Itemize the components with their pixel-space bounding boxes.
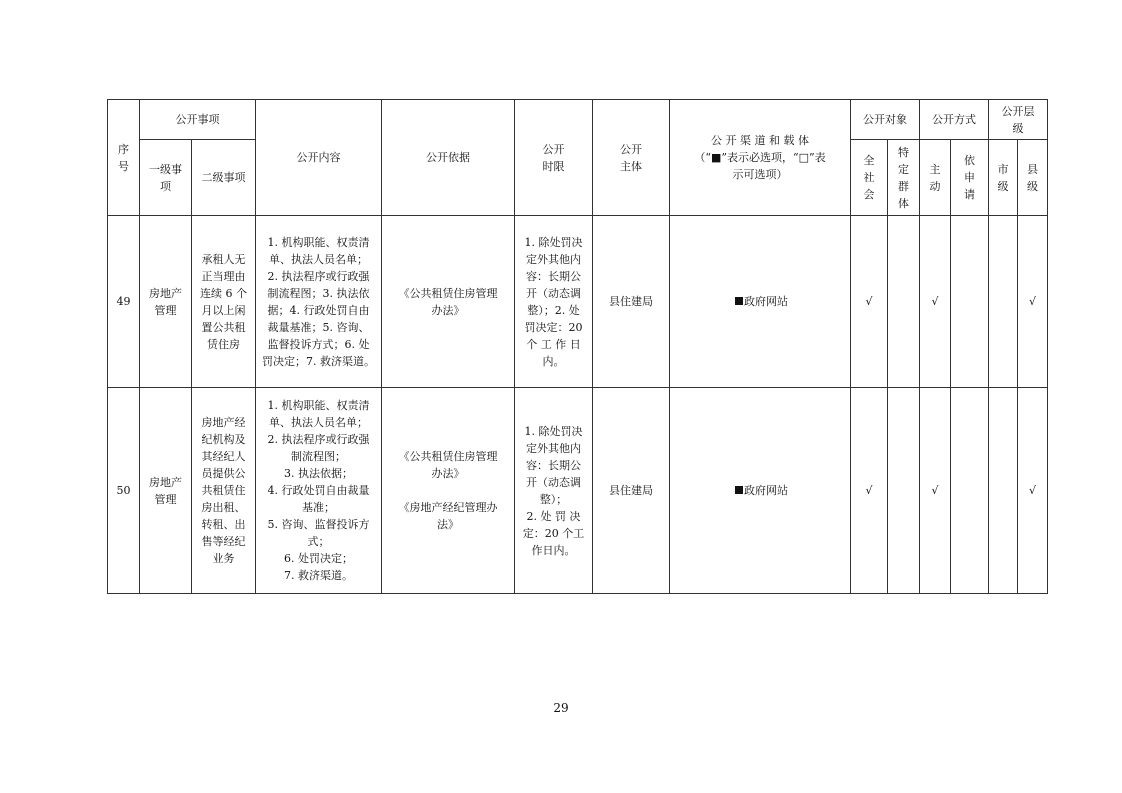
row-mode-active: √ bbox=[920, 388, 951, 594]
row-target-all: √ bbox=[851, 216, 888, 388]
row-number: 50 bbox=[108, 388, 140, 594]
header-tier-county: 县 级 bbox=[1018, 140, 1048, 216]
row-channel bbox=[670, 216, 851, 388]
filled-square-icon bbox=[735, 486, 743, 494]
row-mode-active: √ bbox=[920, 216, 951, 388]
row-channel bbox=[670, 388, 851, 594]
row-level1: 房地产 管理 bbox=[140, 216, 192, 388]
header-target-specific: 特 定 群 体 bbox=[888, 140, 920, 216]
page-number: 29 bbox=[553, 701, 569, 715]
row-tier-city bbox=[989, 388, 1018, 594]
header-mode-request: 依 申 请 bbox=[951, 140, 989, 216]
row-number: 49 bbox=[108, 216, 140, 388]
header-level1: 一级事 项 bbox=[140, 140, 192, 216]
table-row bbox=[108, 216, 1048, 388]
row-level2: 承租人无 正当理由 连续 6 个 月以上闲 置公共租 赁住房 bbox=[192, 216, 256, 388]
row-basis: 《公共租赁住房管理 办法》 bbox=[382, 216, 515, 388]
row-mode-request bbox=[951, 216, 989, 388]
header-subject: 公开 主体 bbox=[593, 100, 670, 216]
header-level2: 二级事项 bbox=[192, 140, 256, 216]
row-level2: 房地产经 纪机构及 其经纪人 员提供公 共租赁住 房出租、 转租、出 售等经纪 业务 bbox=[192, 388, 256, 594]
row-time-limit: 1. 除处罚决 定外其他内 容：长期公 开（动态调 整）；2. 处 罚决定：20 个 工 作 日 内。 bbox=[515, 216, 593, 388]
header-mode-active: 主 动 bbox=[920, 140, 951, 216]
row-content: 1. 机构职能、权责清 单、执法人员名单； 2. 执法程序或行政强 制流程图；3. 执法依 据；4. 行政处罚自由 裁量基准；5. 咨询、 监督投诉方式；6. 处 罚决定；7. 救济渠道。 bbox=[256, 216, 382, 388]
table-row bbox=[108, 388, 1048, 594]
row-tier-city bbox=[989, 216, 1018, 388]
header-time-limit: 公开 时限 bbox=[515, 100, 593, 216]
row-level1: 房地产 管理 bbox=[140, 388, 192, 594]
row-content: 1. 机构职能、权责清 单、执法人员名单； 2. 执法程序或行政强 制流程图； 3. 执法依据； 4. 行政处罚自由裁量 基准； 5. 咨询、监督投诉方 式； 6. 处罚决定； 7. 救济渠道。 bbox=[256, 388, 382, 594]
header-matter: 公开事项 bbox=[140, 100, 256, 140]
row-tier-county: √ bbox=[1018, 216, 1048, 388]
row-channel-label: 政府网站 bbox=[744, 295, 788, 308]
row-basis: 《公共租赁住房管理 办法》 《房地产经纪管理办 法》 bbox=[382, 388, 515, 594]
row-subject: 县住建局 bbox=[593, 216, 670, 388]
header-target-all: 全 社 会 bbox=[851, 140, 888, 216]
header-mode: 公开方式 bbox=[920, 100, 989, 140]
header-content: 公开内容 bbox=[256, 100, 382, 216]
row-mode-request bbox=[951, 388, 989, 594]
row-target-specific bbox=[888, 216, 920, 388]
row-subject: 县住建局 bbox=[593, 388, 670, 594]
header-row-1 bbox=[108, 100, 1048, 140]
header-basis: 公开依据 bbox=[382, 100, 515, 216]
disclosure-table bbox=[107, 99, 1048, 594]
header-channel: 公 开 渠 道 和 载 体 （“■”表示必选项，“□”表 示可选项） bbox=[670, 100, 851, 216]
header-tier: 公开层 级 bbox=[989, 100, 1048, 140]
row-channel-label: 政府网站 bbox=[744, 484, 788, 497]
row-tier-county: √ bbox=[1018, 388, 1048, 594]
row-target-all: √ bbox=[851, 388, 888, 594]
header-target: 公开对象 bbox=[851, 100, 920, 140]
filled-square-icon bbox=[735, 297, 743, 305]
header-tier-city: 市 级 bbox=[989, 140, 1018, 216]
header-seq: 序 号 bbox=[108, 100, 140, 216]
row-target-specific bbox=[888, 388, 920, 594]
row-time-limit: 1. 除处罚决 定外其他内 容：长期公 开（动态调 整）； 2. 处 罚 决 定：20 个工 作日内。 bbox=[515, 388, 593, 594]
